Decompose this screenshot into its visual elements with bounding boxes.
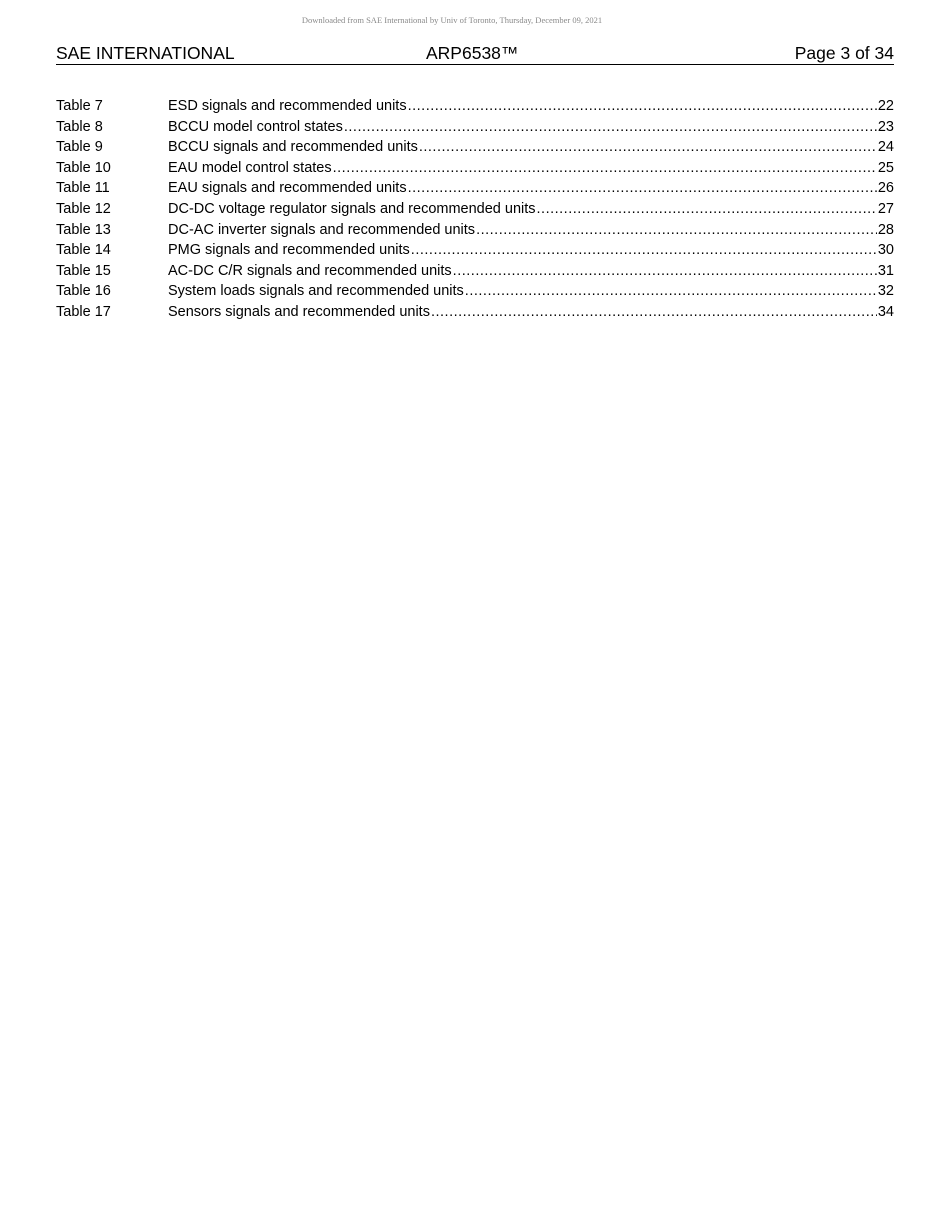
toc-row[interactable] [56, 261, 894, 282]
toc-page-number[interactable]: 31 [877, 262, 894, 279]
toc-row[interactable] [56, 158, 894, 179]
toc-dot-leader [408, 178, 877, 199]
toc-page-number[interactable]: 27 [877, 200, 894, 217]
toc-dot-leader [408, 96, 877, 117]
list-of-tables [56, 96, 894, 323]
header-page-number: Page 3 of 34 [794, 43, 894, 63]
toc-entry-title[interactable]: PMG signals and recommended units [168, 240, 410, 261]
toc-table-label: Table 12 [56, 200, 111, 217]
toc-dot-leader [453, 261, 877, 282]
toc-dot-leader [537, 199, 877, 220]
toc-row[interactable] [56, 240, 894, 261]
toc-dot-leader [431, 302, 877, 323]
toc-table-label: Table 11 [56, 180, 110, 197]
toc-page-number[interactable]: 24 [877, 139, 894, 156]
toc-table-label: Table 8 [56, 118, 103, 135]
toc-row[interactable] [56, 96, 894, 117]
toc-page-number[interactable]: 23 [877, 118, 894, 135]
toc-row[interactable] [56, 117, 894, 138]
toc-row[interactable] [56, 199, 894, 220]
toc-page-number[interactable]: 22 [877, 98, 894, 114]
header-organization: SAE INTERNATIONAL [56, 43, 235, 63]
toc-entry-title[interactable]: EAU signals and recommended units [168, 178, 407, 199]
toc-entry-title[interactable]: EAU model control states [168, 158, 332, 179]
toc-row[interactable] [56, 137, 894, 158]
toc-table-label: Table 16 [56, 283, 111, 300]
toc-dot-leader [411, 240, 877, 261]
toc-entry-title[interactable]: DC-AC inverter signals and recommended units [168, 220, 475, 241]
toc-page-number[interactable]: 30 [877, 242, 894, 259]
toc-table-label: Table 13 [56, 221, 111, 238]
toc-row[interactable] [56, 281, 894, 302]
toc-entry-title[interactable]: ESD signals and recommended units [168, 96, 407, 117]
toc-entry-title[interactable]: AC-DC C/R signals and recommended units [168, 261, 452, 282]
toc-entry-title[interactable]: DC-DC voltage regulator signals and recommended units [168, 199, 536, 220]
toc-page-number[interactable]: 34 [877, 303, 894, 320]
toc-page-number[interactable]: 25 [877, 159, 894, 176]
page-header [56, 43, 894, 65]
toc-page-number[interactable]: 28 [877, 221, 894, 238]
header-document-id: ARP6538™ [426, 43, 519, 63]
toc-table-label: Table 9 [56, 139, 103, 156]
toc-dot-leader [344, 117, 877, 138]
toc-entry-title[interactable]: Sensors signals and recommended units [168, 302, 430, 323]
toc-entry-title[interactable]: BCCU model control states [168, 117, 343, 138]
toc-entry-title[interactable]: BCCU signals and recommended units [168, 137, 418, 158]
toc-table-label: Table 14 [56, 242, 111, 259]
toc-page-number[interactable]: 32 [877, 283, 894, 300]
toc-dot-leader [419, 137, 877, 158]
toc-table-label: Table 7 [56, 98, 103, 114]
toc-entry-title[interactable]: System loads signals and recommended units [168, 281, 464, 302]
toc-table-label: Table 17 [56, 303, 111, 320]
toc-row[interactable] [56, 220, 894, 241]
toc-row[interactable] [56, 302, 894, 323]
toc-table-label: Table 15 [56, 262, 111, 279]
toc-row[interactable] [56, 178, 894, 199]
toc-dot-leader [476, 220, 877, 241]
toc-page-number[interactable]: 26 [877, 180, 894, 197]
toc-dot-leader [465, 281, 877, 302]
toc-table-label: Table 10 [56, 159, 111, 176]
download-watermark: Downloaded from SAE International by Univ of Toronto, Thursday, December 09, 2021 [301, 15, 603, 25]
toc-dot-leader [333, 158, 877, 179]
